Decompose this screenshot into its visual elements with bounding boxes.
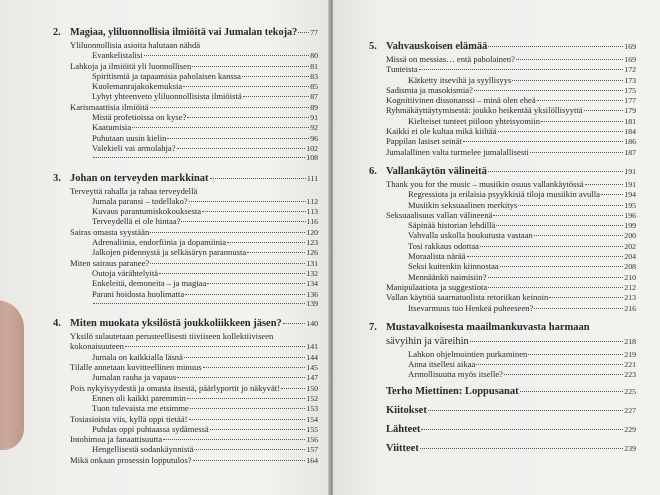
entry-title: Sairas omasta syystään	[70, 226, 150, 237]
page-number: 219	[624, 349, 636, 359]
chapter-title: Mustavalkoisesta maailmankuvasta harmaan	[386, 321, 590, 333]
chapter-heading	[53, 317, 318, 331]
page-number: 120	[306, 227, 318, 237]
page-number: 140	[306, 319, 318, 329]
page-number: 196	[624, 210, 636, 220]
page-number: 144	[306, 352, 318, 362]
entry-title: Thank you for the music – musiikin osuus vallankäytössä	[386, 178, 584, 189]
toc-entry	[386, 136, 636, 146]
leader-dots	[144, 55, 310, 56]
toc-entry	[70, 133, 318, 143]
leader-dots	[504, 374, 623, 375]
chapter-title: Lähteet	[386, 423, 421, 435]
page-number: 179	[624, 106, 636, 116]
page-number: 154	[306, 414, 318, 424]
chapter-title-line2: sävyihin ja väreihin	[386, 335, 469, 347]
toc-entry	[70, 186, 318, 196]
entry-title: Säpinää historian lehdillä	[408, 220, 496, 231]
toc-entry	[70, 40, 318, 50]
page-number: 184	[624, 127, 636, 137]
leader-dots	[488, 287, 623, 288]
toc-entry	[70, 393, 318, 403]
page-number: 181	[624, 116, 636, 126]
page-number: 87	[310, 92, 318, 102]
leader-dots	[476, 364, 623, 365]
page-number: 139	[306, 298, 318, 308]
leader-dots	[512, 80, 623, 81]
page-number: 199	[624, 221, 636, 231]
thumb	[0, 300, 24, 450]
toc-entry	[70, 341, 318, 351]
leader-dots	[530, 152, 623, 153]
page-number: 134	[306, 279, 318, 289]
page-number: 96	[310, 133, 318, 143]
page-number: 187	[624, 147, 636, 157]
leader-dots	[193, 460, 306, 461]
page-number: 169	[624, 55, 636, 64]
toc-entry	[386, 200, 636, 210]
chapter-number: 7.	[369, 321, 377, 333]
toc-entry	[70, 61, 318, 71]
toc-entry	[70, 216, 318, 226]
page-number: 150	[306, 383, 318, 393]
entry-title: Moraalista närää	[408, 251, 466, 262]
toc-entry	[70, 403, 318, 413]
page-number: 195	[624, 200, 636, 210]
toc-entry	[70, 153, 318, 163]
entry-title: Miten sairaus paranee?	[70, 257, 150, 268]
page-number: 177	[624, 96, 636, 106]
entry-title: Tosiasioista viis, kyllä oppi tietää!	[70, 413, 188, 424]
page-number: 225	[624, 386, 636, 396]
toc-entry	[386, 95, 636, 105]
leader-dots	[189, 201, 306, 202]
leader-dots	[474, 90, 623, 91]
page-number: 132	[306, 268, 318, 278]
entry-title: Parani hoidosta huolimatta	[92, 288, 185, 299]
chapter-title: Kiitokset	[386, 404, 427, 416]
page-number: 91	[310, 113, 318, 123]
page-number: 204	[624, 252, 636, 262]
entry-title: Mennäänkö naimisiin?	[408, 271, 487, 282]
toc-entry	[386, 75, 636, 85]
leader-dots	[518, 205, 623, 206]
page-number: 221	[624, 360, 636, 370]
toc-entry	[386, 54, 636, 64]
leader-dots	[488, 46, 623, 47]
entry-title: Lyhyt yhteenveto yliluonnollisista ilmiöistä	[92, 91, 242, 102]
page-number: 194	[624, 190, 636, 200]
toc-entry	[386, 272, 636, 282]
leader-dots	[601, 194, 623, 195]
toc-entry	[386, 179, 636, 189]
leader-dots	[585, 184, 624, 185]
toc-entry	[70, 278, 318, 288]
leader-dots	[247, 252, 305, 253]
leader-dots	[534, 235, 623, 236]
entry-title: Jalkojen pidennystä ja selkäsäryn parannusta	[92, 247, 247, 258]
chapter-number: 3.	[53, 172, 61, 184]
entry-title: Valekieli vai armolahja?	[92, 142, 176, 153]
entry-title: Mistä profetioissa on kyse?	[92, 112, 187, 123]
page-number: 212	[624, 282, 636, 292]
leader-dots	[194, 449, 305, 450]
toc-entry	[386, 64, 636, 74]
entry-title: Terveyttä rahalla ja rahaa terveydellä	[70, 185, 198, 196]
page-number: 89	[310, 102, 318, 112]
page-number: 223	[624, 370, 636, 380]
entry-title: Jumalallinen valta turmelee jumalallisesti	[386, 146, 529, 157]
chapter-number: 4.	[53, 318, 61, 330]
page-number: 112	[306, 196, 318, 206]
toc-entry	[386, 210, 636, 220]
toc-entry	[70, 299, 318, 309]
page-number: 85	[310, 82, 318, 92]
page-number: 202	[624, 241, 636, 251]
page-number: 81	[310, 61, 318, 71]
entry-title: Itsevarmuus tuo Henkeä puheeseen?	[408, 302, 534, 313]
leader-dots	[167, 138, 309, 139]
entry-title: Sadismia ja masokismia?	[386, 84, 473, 95]
leader-dots	[520, 391, 624, 392]
leader-dots	[189, 419, 306, 420]
entry-title: Pappilan lasiset seinät	[386, 136, 462, 147]
entry-title: Yksilö sulautetaan perusteellisesti tiiviiseen kollektiiviseen	[70, 331, 274, 342]
toc-entry	[70, 143, 318, 153]
leader-dots	[283, 323, 306, 324]
toc-entry	[70, 434, 318, 444]
chapter-heading	[386, 423, 636, 437]
chapter-gap	[70, 164, 318, 172]
entry-title: Anna itsellesi aikaa	[408, 359, 476, 370]
entry-title: Karismaattisia ilmiöitä	[70, 101, 149, 112]
toc-entry	[70, 331, 318, 341]
entry-title: Spiritismiä ja tapaamisia paholaisen kanssa	[92, 70, 241, 81]
entry-title: Adrenaliinia, endorfiinia ja dopamiinia	[92, 237, 227, 248]
entry-title: Enkeleitä, demoneita – ja magiaa	[92, 278, 207, 289]
leader-dots	[187, 117, 309, 118]
page-number: 239	[624, 443, 636, 453]
entry-title: Seksi kuitenkin kiinnostaa	[408, 261, 499, 272]
leader-dots	[281, 388, 305, 389]
toc-entry	[386, 126, 636, 136]
entry-title: Kätketty itsevihä ja syyllisyys	[408, 74, 512, 85]
chapter-heading	[386, 404, 636, 418]
entry-title: Musiikin seksuaalinen merkitys	[408, 199, 518, 210]
leader-dots	[185, 294, 305, 295]
toc-right	[369, 40, 636, 456]
toc-entry	[70, 237, 318, 247]
page-number: 131	[306, 258, 318, 268]
entry-title: Vahvalla uskolla houkutusta vastaan	[408, 230, 533, 241]
entry-title: Kaatumisia	[92, 122, 132, 133]
entry-title: Kielteiset tunteet piiloon yhteisyomiin	[408, 115, 540, 126]
leader-dots	[480, 246, 623, 247]
page-number: 92	[310, 123, 318, 133]
leader-dots	[421, 429, 623, 430]
chapter-number: 2.	[53, 27, 61, 38]
leader-dots	[470, 341, 623, 342]
toc-entry	[70, 289, 318, 299]
page-number: 83	[310, 71, 318, 81]
toc-entry	[70, 362, 318, 372]
toc-entry	[70, 424, 318, 434]
leader-dots	[428, 410, 623, 411]
toc-entry	[386, 116, 636, 126]
leader-dots	[534, 308, 623, 309]
page-number: 113	[306, 207, 318, 217]
chapter-title: Vallankäytön välineitä	[386, 165, 487, 177]
page-number: 200	[624, 231, 636, 241]
leader-dots	[488, 277, 624, 278]
entry-title: Jumala paransi – todellako?	[92, 195, 188, 206]
toc-entry	[386, 349, 636, 359]
page-number: 227	[624, 405, 636, 415]
page-number: 172	[624, 65, 636, 75]
leader-dots	[528, 354, 623, 355]
leader-dots	[467, 256, 624, 257]
page-number: 216	[624, 303, 636, 313]
leader-dots	[93, 303, 305, 304]
toc-entry	[70, 122, 318, 132]
toc-entry	[70, 258, 318, 268]
leader-dots	[150, 263, 305, 264]
page-number: 164	[306, 455, 318, 465]
chapter-heading	[386, 442, 636, 456]
leader-dots	[584, 110, 624, 111]
leader-dots	[187, 398, 306, 399]
entry-title: Manipulaatiota ja suggestiota	[386, 281, 488, 292]
chapter-title: Magiaa, yliluonnollisia ilmiöitä vai Jumalan tekoja?	[70, 27, 298, 38]
page-number: 186	[624, 137, 636, 147]
toc-entry	[386, 147, 636, 157]
leader-dots	[150, 107, 310, 108]
toc-entry	[386, 220, 636, 230]
entry-title: Lahkoja ja ilmiöitä yli luonnollisen	[70, 60, 192, 71]
leader-dots	[298, 32, 309, 33]
entry-title: Mikä onkaan prosessin lopputulos?	[70, 454, 192, 465]
leader-dots	[210, 429, 306, 430]
entry-title: Intohimoa ja fanaattisuutta	[70, 434, 163, 445]
toc-entry	[70, 206, 318, 216]
leader-dots	[181, 221, 305, 222]
page-number: 213	[624, 293, 636, 303]
page-number: 77	[310, 28, 318, 37]
entry-title: Ennen oli kaikki paremmin	[92, 392, 186, 403]
page-number: 108	[306, 153, 318, 163]
entry-title: Armollisuutta myös itselle?	[408, 369, 503, 380]
entry-title: Terveydellä ei ole hintaa?	[92, 216, 181, 227]
toc-entry	[70, 247, 318, 257]
leader-dots	[493, 215, 623, 216]
page-number: 173	[624, 75, 636, 85]
toc-entry	[70, 383, 318, 393]
leader-dots	[541, 121, 623, 122]
leader-dots	[419, 69, 624, 70]
leader-dots	[177, 148, 306, 149]
toc-entry	[70, 81, 318, 91]
entry-title: Outoja värähtelyitä	[92, 267, 159, 278]
entry-title: Missä on messias… entä paholainen?	[386, 54, 515, 64]
page-number: 169	[624, 42, 636, 51]
toc-entry	[386, 261, 636, 271]
leader-dots	[163, 439, 305, 440]
entry-title: Ryhmäkäyttäytymisestä: joukko heikentää yksilöllisyyttä	[386, 105, 583, 116]
page-number: 147	[306, 373, 318, 383]
page-number: 191	[624, 166, 636, 176]
toc-left	[53, 26, 318, 465]
toc-entry	[70, 71, 318, 81]
chapter-title: Miten muokata yksilöstä joukkoliikkeen jäsen?	[70, 318, 282, 330]
page-number: 175	[624, 85, 636, 95]
leader-dots	[190, 408, 305, 409]
chapter-gap	[386, 313, 636, 321]
page-number: 208	[624, 262, 636, 272]
chapter-number: 6.	[369, 165, 377, 177]
toc-entry	[386, 369, 636, 379]
toc-entry	[70, 414, 318, 424]
leader-dots	[202, 211, 306, 212]
entry-title: Puhutaan uusin kielin	[92, 132, 167, 143]
chapter-title: Viitteet	[386, 442, 419, 454]
entry-title: Kuvaus parantumiskokouksesta	[92, 206, 202, 217]
entry-title: Pois nykyisyydestä ja omasta itsestä, päärlyportit jo näkyvät!	[70, 382, 281, 393]
entry-title: Vallan käyttöä saarnatuolista retoriikan keinoin	[386, 292, 549, 303]
page-number: 157	[306, 445, 318, 455]
chapter-title: Vahvauskoisen elämää	[386, 41, 488, 52]
toc-entry	[70, 352, 318, 362]
chapter-gap	[386, 157, 636, 165]
leader-dots	[203, 367, 306, 368]
chapter-heading	[386, 385, 636, 399]
leader-dots	[463, 141, 623, 142]
toc-entry	[386, 241, 636, 251]
leader-dots	[242, 76, 309, 77]
entry-title: kokonaisuuteen	[70, 341, 124, 352]
toc-entry	[70, 227, 318, 237]
toc-entry	[386, 282, 636, 292]
toc-entry	[386, 359, 636, 369]
chapter-title: Terho Miettinen: Loppusanat	[386, 385, 519, 397]
page-number: 191	[624, 179, 636, 189]
leader-dots	[243, 96, 310, 97]
page-number: 153	[306, 404, 318, 414]
chapter-heading	[53, 26, 318, 40]
leader-dots	[549, 297, 623, 298]
entry-title: Evankelistalisi	[92, 50, 143, 61]
page-number: 116	[306, 217, 318, 227]
toc-entry	[70, 455, 318, 465]
leader-dots	[93, 157, 305, 158]
page-number: 156	[306, 435, 318, 445]
toc-entry	[386, 105, 636, 115]
entry-title: Tuon tulevaista me etsimme	[92, 403, 189, 414]
entry-title: Kuolemanrajakokemuksia	[92, 81, 183, 92]
page-number: 229	[624, 424, 636, 434]
page-number: 210	[624, 272, 636, 282]
toc-entry	[386, 292, 636, 302]
toc-entry	[386, 251, 636, 261]
entry-title: Tilalle annetaan kuvitteellinen minuus	[70, 362, 202, 373]
leader-dots	[125, 346, 305, 347]
page-number: 152	[306, 393, 318, 403]
chapter-heading	[369, 165, 636, 179]
entry-title: Lahkon ohjelmointien purkaminen	[408, 348, 528, 359]
leader-dots	[192, 66, 309, 67]
toc-entry	[386, 303, 636, 313]
leader-dots	[516, 59, 623, 60]
page-number: 136	[306, 289, 318, 299]
chapter-heading-line2	[386, 335, 636, 349]
leader-dots	[207, 283, 305, 284]
leader-dots	[150, 232, 305, 233]
leader-dots	[420, 448, 623, 449]
chapter-heading	[369, 321, 636, 335]
page-number: 102	[306, 143, 318, 153]
leader-dots	[500, 266, 624, 267]
toc-entry	[70, 268, 318, 278]
entry-title: Tunteista	[386, 64, 418, 75]
toc-entry	[70, 91, 318, 101]
entry-title: Kognitiivinen dissonanssi – minä olen eheä	[386, 95, 536, 106]
entry-title: Yliluonnollisia asioita halutaan nähdä	[70, 40, 201, 50]
toc-entry	[386, 189, 636, 199]
toc-entry	[70, 372, 318, 382]
chapter-heading	[53, 172, 318, 186]
leader-dots	[537, 100, 624, 101]
page-number: 155	[306, 424, 318, 434]
entry-title: Seksuaalisuus vallan välineenä	[386, 209, 493, 220]
leader-dots	[210, 178, 306, 179]
leader-dots	[496, 225, 623, 226]
entry-title: Regressiota ja erilaisia psyykkisiä tiloja musiikin avulla	[408, 189, 600, 200]
chapter-number: 5.	[369, 41, 377, 52]
entry-title: Hengellisestä sodankäynnistä	[92, 444, 194, 455]
entry-title: Tosi rakkaus odottaa	[408, 240, 479, 251]
page-number: 126	[306, 248, 318, 258]
leader-dots	[488, 171, 623, 172]
entry-title: Kaikki ei ole kultaa mikä kiiltää	[386, 126, 497, 137]
page-number: 218	[624, 336, 636, 346]
toc-entry	[70, 112, 318, 122]
chapter-title: Johan on terveyden markkinat	[70, 172, 209, 184]
toc-entry	[70, 50, 318, 60]
chapter-heading	[369, 40, 636, 54]
leader-dots	[132, 127, 309, 128]
leader-dots	[177, 377, 305, 378]
leader-dots	[183, 86, 309, 87]
entry-title: Jumalan rauha ja vapaus	[92, 372, 177, 383]
entry-title: Jumala on kaikkialla läsnä	[92, 351, 183, 362]
leader-dots	[159, 273, 305, 274]
toc-entry	[70, 102, 318, 112]
toc-entry	[70, 444, 318, 454]
page-number: 141	[306, 342, 318, 352]
page-number: 123	[306, 238, 318, 248]
toc-entry	[386, 85, 636, 95]
toc-entry	[386, 230, 636, 240]
leader-dots	[498, 131, 624, 132]
page-number: 145	[306, 363, 318, 373]
leader-dots	[227, 242, 305, 243]
page-number: 111	[306, 173, 318, 183]
entry-title: Puhdas oppi puhtaassa sydämessä	[92, 423, 209, 434]
chapter-gap	[70, 309, 318, 317]
page-number: 80	[310, 51, 318, 61]
toc-entry	[70, 196, 318, 206]
leader-dots	[184, 357, 305, 358]
